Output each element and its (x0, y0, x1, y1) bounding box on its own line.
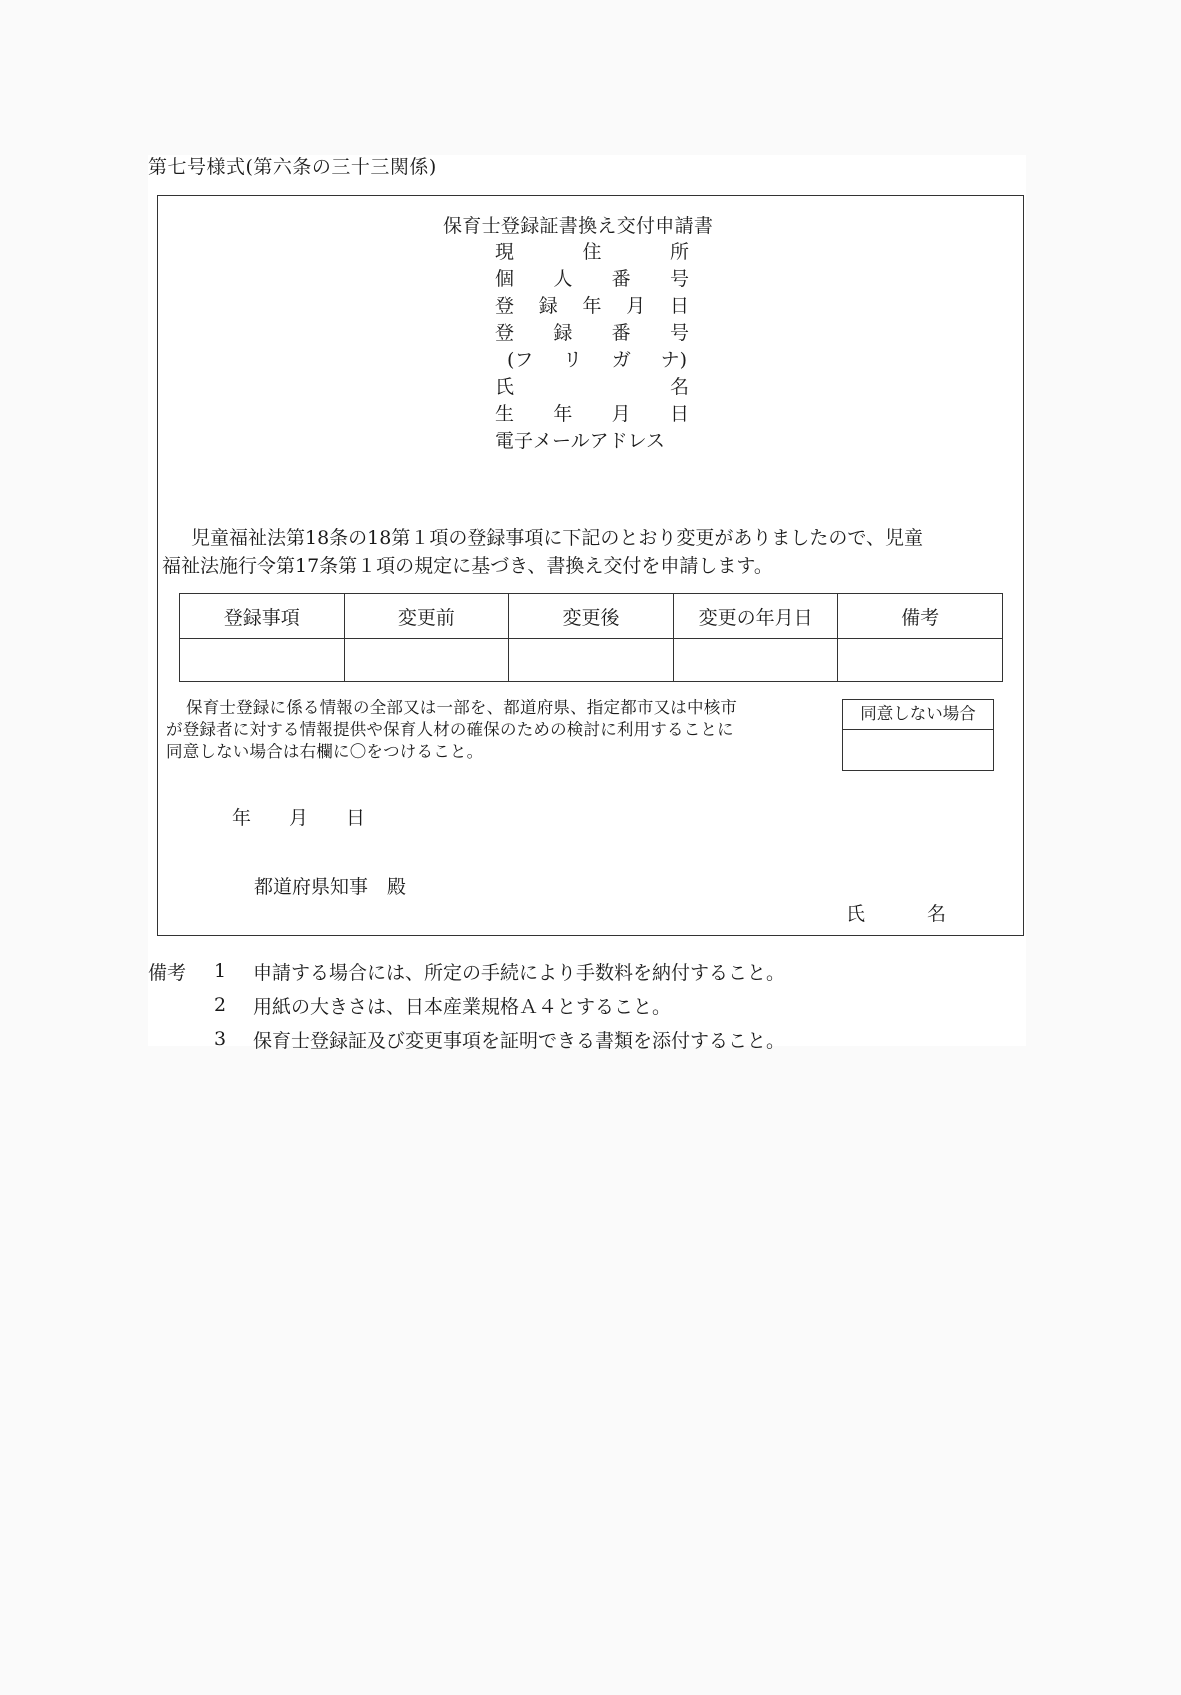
cell-after-change[interactable] (509, 639, 674, 682)
notes-section (148, 954, 785, 1056)
field-char: 現 (495, 241, 515, 263)
note-item (148, 988, 785, 1022)
field-char: 月 (626, 295, 646, 317)
form-code-label: 第七号様式(第六条の三十三関係) (148, 156, 437, 178)
field-char: 名 (669, 376, 689, 398)
field-furigana (495, 345, 689, 372)
field-registration-number (495, 318, 689, 345)
note-text: 保育士登録証及び変更事項を証明できる書類を添付すること。 (253, 1029, 786, 1052)
field-registration-date (495, 291, 689, 318)
field-char: 生 (495, 403, 515, 425)
table-row (180, 639, 1003, 682)
field-char: 所 (669, 241, 689, 263)
cell-registered-item[interactable] (180, 639, 345, 682)
field-email-address (495, 426, 689, 453)
field-char: ガ (611, 349, 631, 371)
cell-before-change[interactable] (344, 639, 509, 682)
column-header-change-date: 変更の年月日 (673, 594, 838, 639)
field-char: ナ) (660, 349, 687, 371)
change-details-table (179, 593, 1003, 682)
note-item (148, 954, 785, 988)
field-char: 号 (669, 268, 689, 290)
signature-surname-label: 氏 (846, 903, 866, 925)
consent-line: 保育士登録に係る情報の全部又は一部を、都道府県、指定都市又は中核市 (186, 698, 738, 717)
date-day-label: 日 (346, 807, 366, 829)
consent-line: 同意しない場合は右欄に〇をつけること。 (166, 742, 484, 761)
note-number: 3 (214, 1028, 227, 1050)
field-char: 登 (495, 295, 515, 317)
document-title: 保育士登録証書換え交付申請書 (443, 215, 714, 237)
field-char: 氏 (495, 376, 515, 398)
column-header-before-change: 変更前 (344, 594, 509, 639)
column-header-registered-item: 登録事項 (180, 594, 345, 639)
field-char: 録 (538, 295, 558, 317)
field-char: 号 (669, 322, 689, 344)
note-item (148, 1022, 785, 1056)
notes-heading: 備考 (148, 961, 187, 984)
note-text: 申請する場合には、所定の手続により手数料を納付すること。 (253, 961, 786, 984)
column-header-remarks: 備考 (838, 594, 1003, 639)
field-char: 月 (611, 403, 631, 425)
application-statement (162, 524, 1020, 580)
non-consent-label: 同意しない場合 (843, 700, 993, 730)
non-consent-box (842, 699, 994, 771)
field-char: 録 (553, 322, 573, 344)
note-number: 2 (214, 994, 227, 1016)
consent-line: が登録者に対する情報提供や保育人材の確保のための検討に利用することに (166, 720, 734, 739)
field-char: 住 (582, 241, 602, 263)
table-header-row (180, 594, 1003, 639)
field-char: 年 (582, 295, 602, 317)
date-month-label: 月 (289, 807, 309, 829)
field-char: 年 (553, 403, 573, 425)
field-char: 日 (669, 403, 689, 425)
field-char: 人 (553, 268, 573, 290)
signature-name-label: 名 (927, 903, 947, 925)
application-date (232, 803, 365, 830)
column-header-after-change: 変更後 (509, 594, 674, 639)
date-year-label: 年 (232, 807, 252, 829)
field-current-address (495, 237, 689, 264)
field-personal-number (495, 264, 689, 291)
statement-line: 児童福祉法第18条の18第１項の登録事項に下記のとおり変更がありましたので、児童 (191, 527, 923, 549)
field-char: 番 (611, 268, 631, 290)
cell-change-date[interactable] (673, 639, 838, 682)
applicant-signature (846, 899, 946, 926)
field-birth-date (495, 399, 689, 426)
cell-remarks[interactable] (838, 639, 1003, 682)
field-name (495, 372, 689, 399)
note-text: 用紙の大きさは、日本産業規格Ａ４とすること。 (253, 995, 672, 1018)
field-char: 日 (669, 295, 689, 317)
field-char: リ (563, 349, 583, 371)
addressee: 都道府県知事 殿 (254, 876, 407, 898)
statement-line: 福祉法施行令第17条第１項の規定に基づき、書換え交付を申請します。 (162, 555, 773, 577)
field-char: (フ (507, 349, 534, 371)
consent-instructions (166, 697, 816, 763)
field-label: 電子メールアドレス (495, 430, 666, 452)
applicant-field-labels (495, 237, 689, 453)
field-char: 個 (495, 268, 515, 290)
field-char: 番 (611, 322, 631, 344)
non-consent-mark-field[interactable] (843, 730, 993, 770)
note-number: 1 (214, 960, 227, 982)
field-char: 登 (495, 322, 515, 344)
